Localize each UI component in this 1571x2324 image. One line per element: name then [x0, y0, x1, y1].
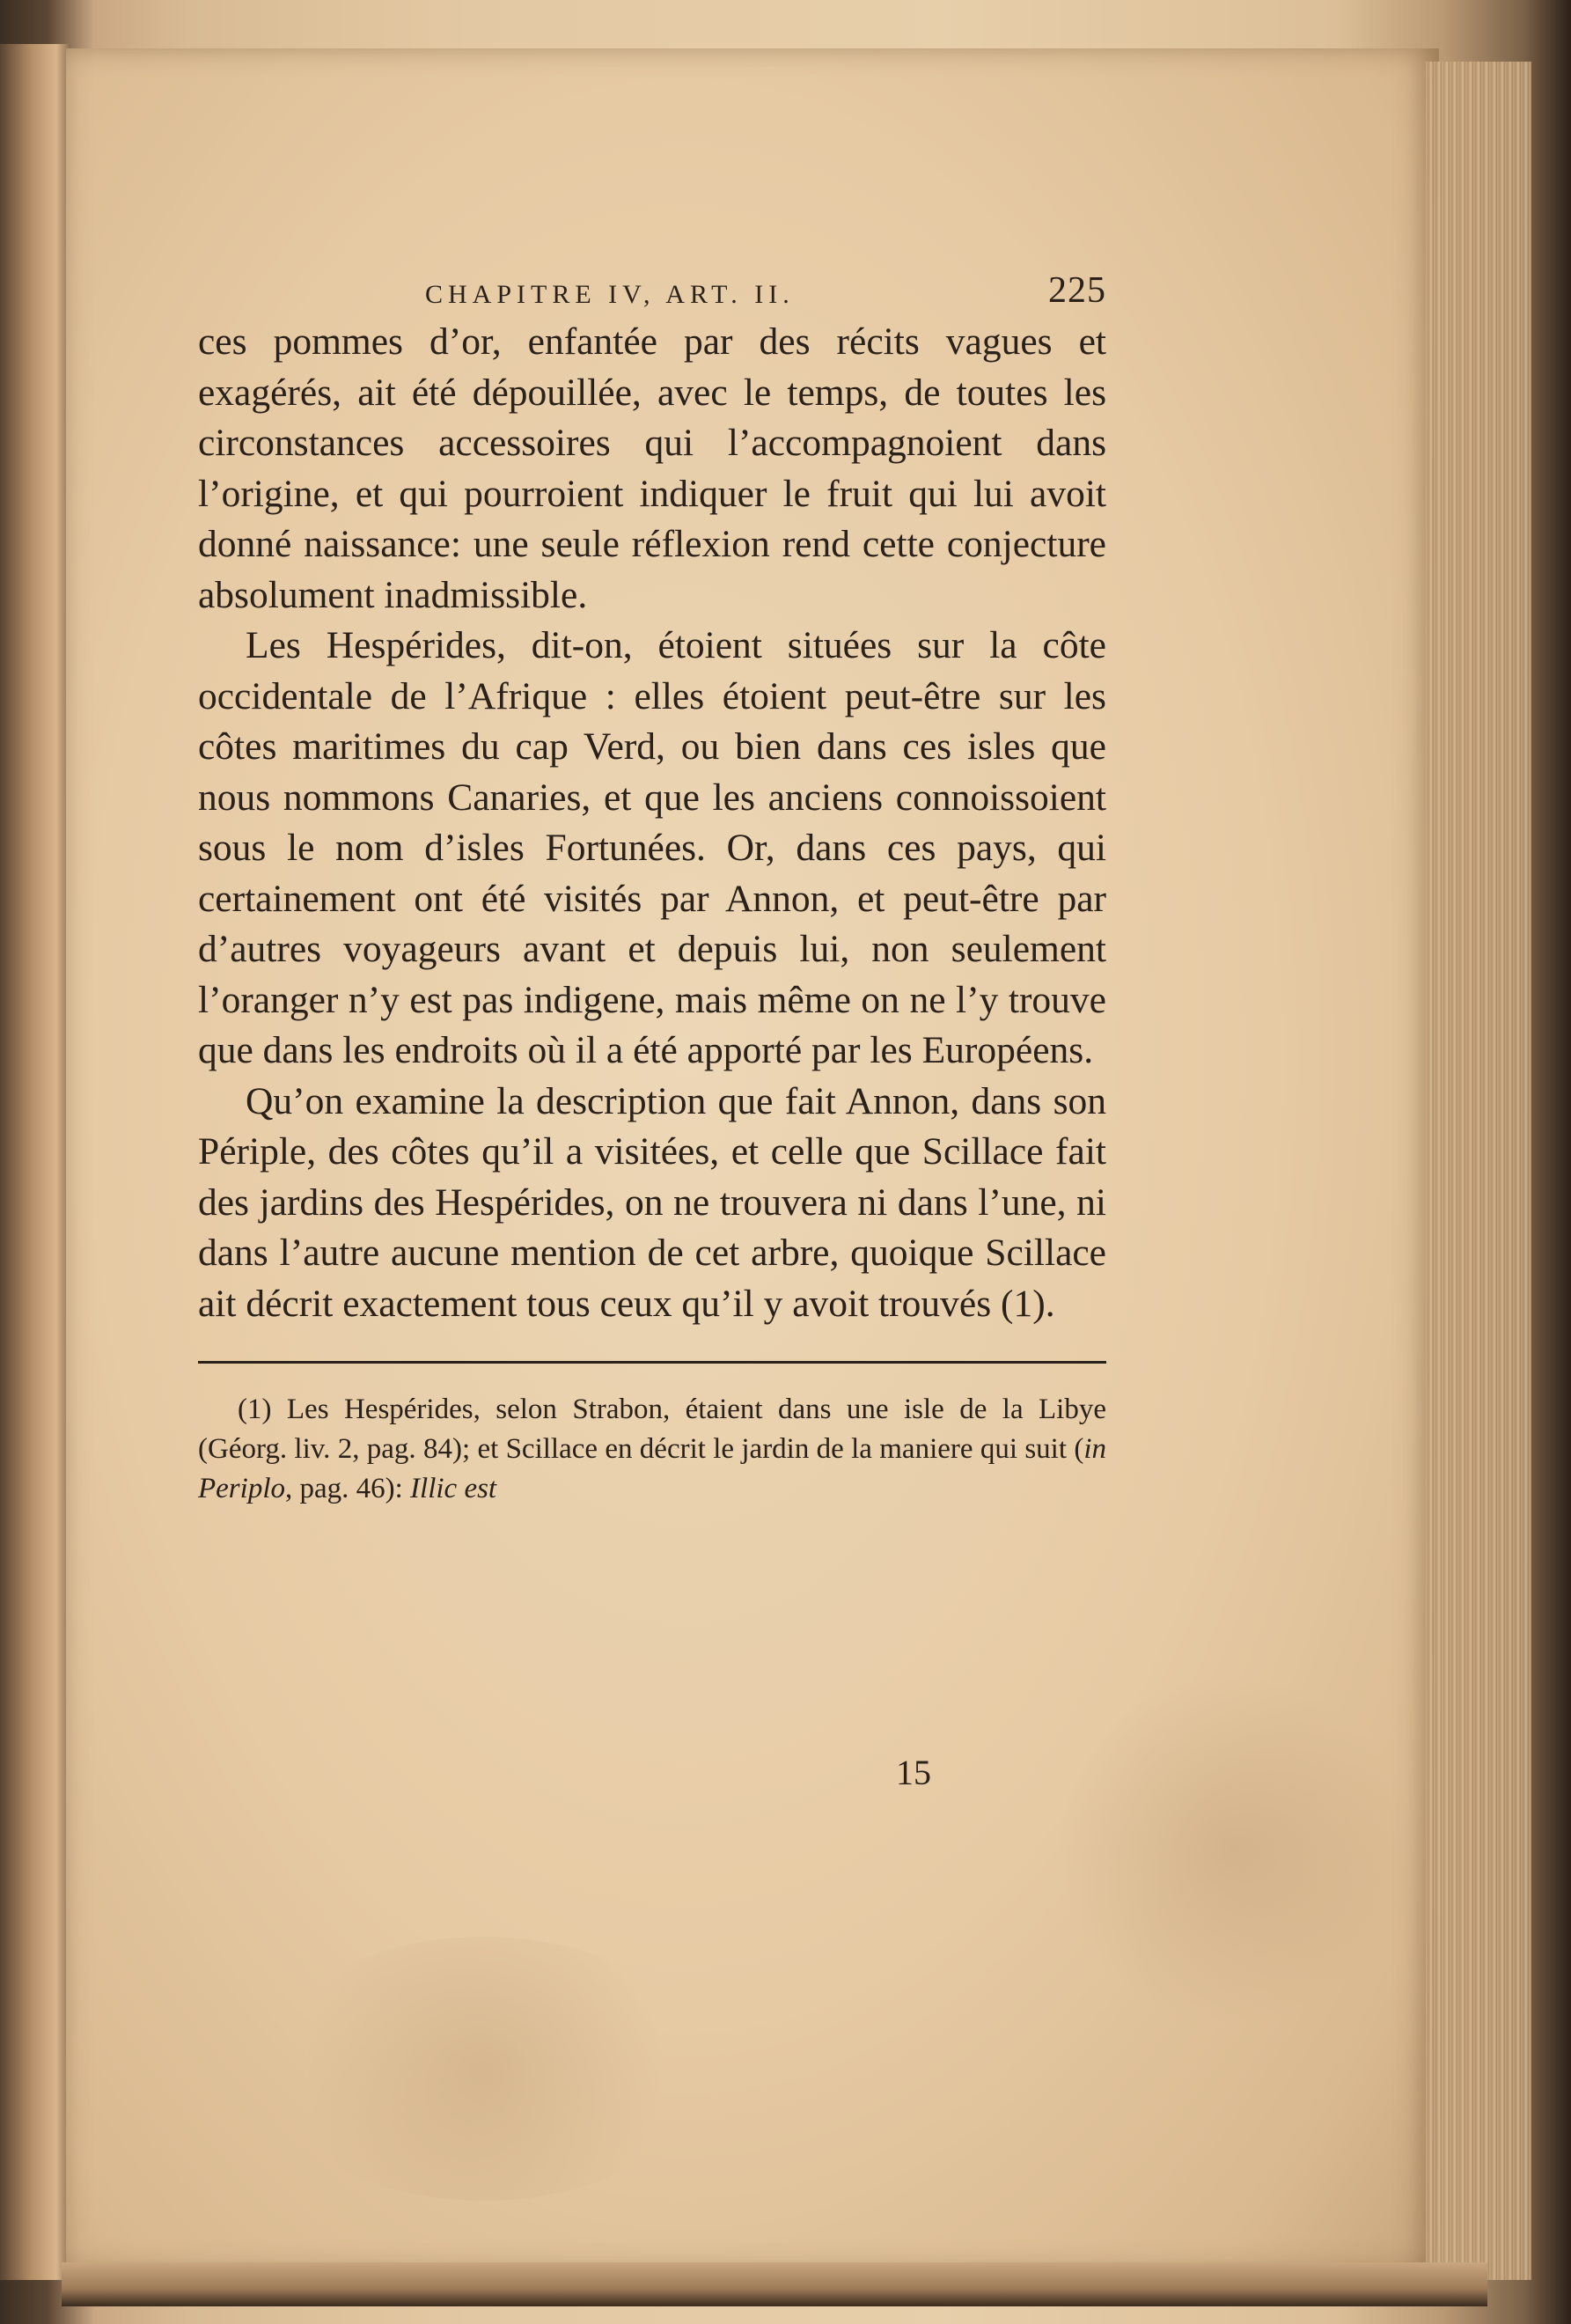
- paper-stain: [1056, 1673, 1408, 2025]
- paper-stain: [264, 1937, 704, 2201]
- paragraph: ces pommes d’or, enfantée par des récits vagues et exagérés, ait été dépouillée, avec le temps, de toutes les circonstances accessoires qui l’accompagnoient dans l’origine, et qui pourroient indiquer le fruit qui lui avoit donné naissance: une seule réflexion rend cette conjecture absolument inadmissible.: [198, 320, 1106, 616]
- footnote-source: in Periplo: [198, 1433, 1106, 1504]
- footnote-rule: [198, 1361, 1106, 1364]
- page-number: 225: [1048, 270, 1106, 311]
- text-block: [198, 264, 1106, 1509]
- running-head: [198, 264, 1106, 317]
- page-edges: [1426, 62, 1531, 2280]
- footnote-text: [198, 1390, 1106, 1509]
- bottom-page-edge: [62, 2262, 1487, 2306]
- left-page-edge: [0, 44, 70, 2280]
- footnote: [198, 1390, 1106, 1509]
- body-text: [198, 317, 1106, 1329]
- paragraph: Les Hespérides, dit-on, étoient situées sur la côte occidentale de l’Afrique : elles étoient peut-être sur les côtes maritimes du cap Verd, ou bien dans ces isles que nous nommons Canaries, et que les anciens connoissoient sous le nom d’isles Fortunées. Or, dans ces pays, qui certainement ont été visités par Annon, et peut-être par d’autres voyageurs avant et depuis lui, non seulement l’oranger n’y est pas indigene, mais même on ne l’y trouve que dans les endroits où il a été apporté par les Européens.: [198, 624, 1106, 1071]
- footnote-main: (1) Les Hespérides, selon Strabon, étaient dans une isle de la Libye (Géorg. liv. 2, pag. 84); et Scillace en décrit le jardin de la maniere qui suit (: [198, 1394, 1106, 1465]
- paragraph: Qu’on examine la description que fait Annon, dans son Périple, des côtes qu’il a visitées, et celle que Scillace fait des jardins des Hespérides, on ne trouvera ni dans l’une, ni dans l’autre aucune mention de cet arbre, quoique Scillace ait décrit exactement tous ceux qu’il y avoit trouvés (1).: [198, 1079, 1106, 1325]
- footnote-quote: Illic est: [410, 1473, 497, 1504]
- signature-mark: 15: [896, 1753, 931, 1792]
- footnote-page: , pag. 46):: [284, 1473, 403, 1504]
- running-title: CHAPITRE IV, ART. II.: [425, 280, 795, 309]
